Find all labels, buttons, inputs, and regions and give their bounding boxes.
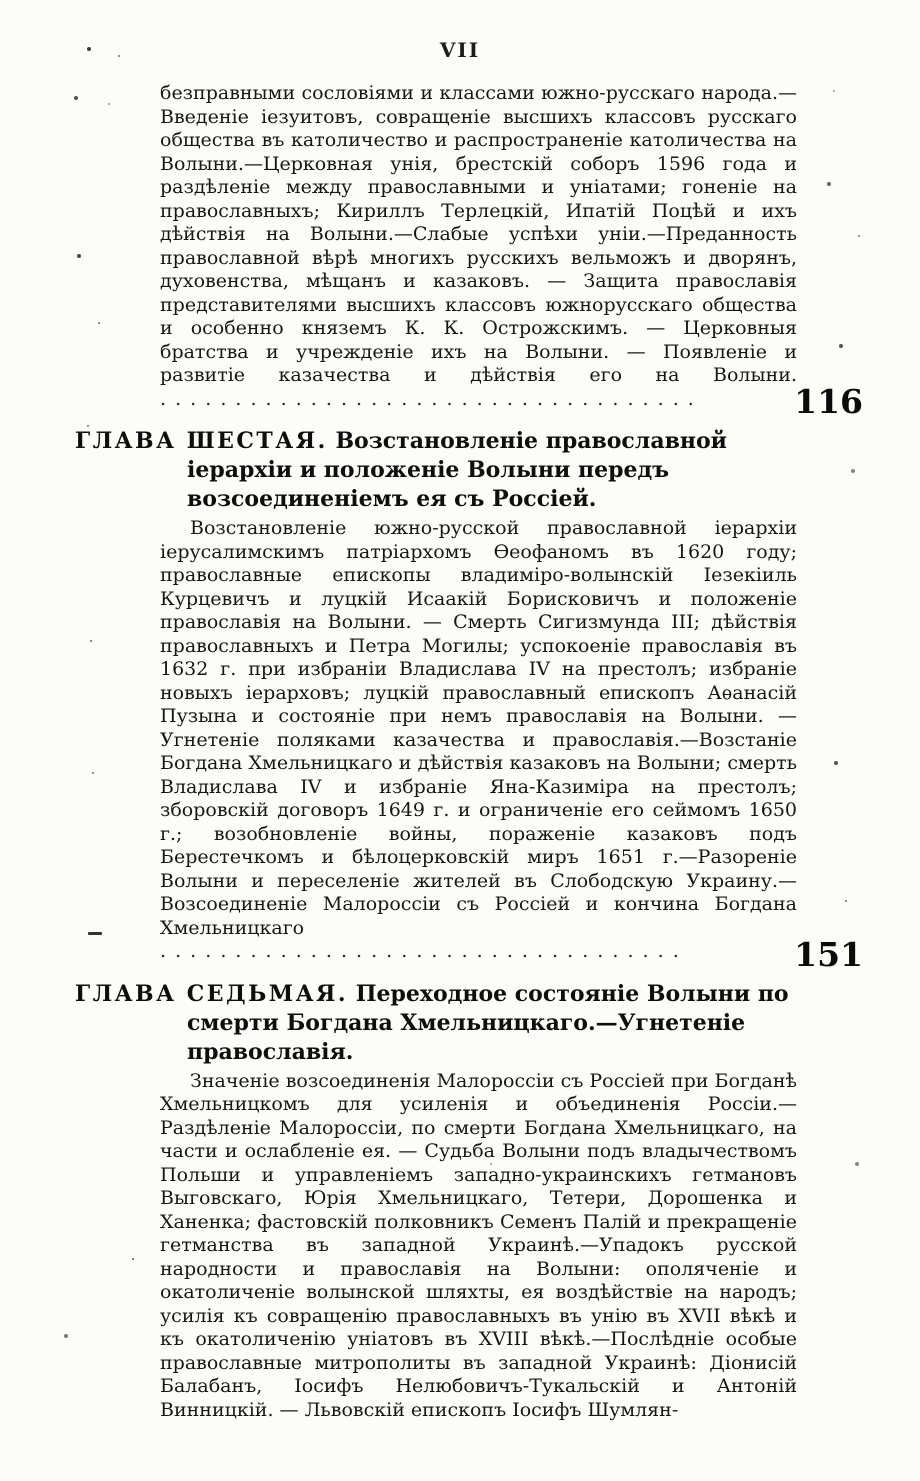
chapter-6-label: ГЛАВА ШЕСТАЯ. (75, 428, 328, 454)
chapter-7-summary (160, 1070, 797, 1423)
chapter-6-title: Возстановленіе православной іерархіи и положеніе Волыни передъ возсоединеніемъ ея съ Россіей. (187, 428, 727, 512)
chapter-7-label: ГЛАВА СЕДЬМАЯ. (75, 980, 349, 1007)
toc-entry-continuation (160, 82, 863, 421)
dot-leader: . . . . . . . . . . . . . . . . . . . . . . . . . . . . . . . . . . . (160, 940, 681, 962)
page-number-header: VII (439, 38, 481, 62)
scan-noise-specks (0, 0, 2, 2)
chapter-7-title: Переходное состояніе Волыни по смерти Богдана Хмельницкаго.—Угнетеніе православія. (187, 980, 789, 1065)
page-number-151: 151 (794, 934, 863, 974)
chapter-7-heading (75, 980, 797, 1067)
chapter-6-summary-text: Возстановленіе южно-русской православной іерархіи іерусалимскимъ патріархомъ Ѳеофаномъ въ 1620 году; православные епископы владиміро-волынскій Іезекіиль Курцевичъ и луцкій Исаакій Борисковичъ и положеніе православія на Волыни. — Смерть Сигизмунда III; дѣйствія православныхъ и Петра Могилы; успокоеніе православія въ 1632 г. при избраніи Владислава IV на престолъ; избраніе новыхъ іерарховъ; луцкій православный епископъ Аѳанасій Пузына и состояніе при немъ православія на Волыни. — Угнетеніе поляками казачества и православія.—Возстаніе Богдана Хмельницкаго и дѣйствія казаковъ на Волыни; смерть Владислава IV и избраніе Яна-Казиміра на престолъ; зборовскій договоръ 1649 г. и ограниченіе его сеймомъ 1650 г.; возобновленіе войны, пораженіе казаковъ подъ Берестечкомъ и бѣлоцерковскій миръ 1651 г.—Разореніе Волыни и переселеніе жителей въ Слободскую Украину.—Возсоединеніе Малороссіи съ Россіей и кончина Богдана Хмельницкаго (160, 517, 797, 939)
chapter-7-summary-text: Значеніе возсоединенія Малороссіи съ Россіей при Богданѣ Хмельницкомъ для усиленія и объединенія Россіи.—Раздѣленіе Малороссіи, по смерти Богдана Хмельницкаго, на части и ослабленіе ея. — Судьба Волыни подъ владычествомъ Польши и управленіемъ западно-украинскихъ гетмановъ Выговскаго, Юрія Хмельницкаго, Тетери, Дорошенка и Ханенка; фастовскій полковникъ Семенъ Палій и прекращеніе гетманства въ западной Украинѣ.—Упадокъ русской народности и православія на Волыни: ополяченіе и окатоличеніе волынской шляхты, ея воздѣйствіе на народъ; усилія къ совращенію православныхъ въ унію въ XVII вѣкѣ и къ окатоличенію уніатовъ въ XVIII вѣкѣ.—Послѣдніе особые православные митрополиты въ западной Украинѣ: Діонисій Балабанъ, Іосифъ Нелюбовичъ-Тукальскій и Антоній Винницкій. — Львовскій епископъ Іосифъ Шумлян- (160, 1069, 797, 1421)
chapter-6-summary (160, 517, 863, 974)
table-of-contents (75, 82, 863, 1422)
chapter-6-heading (75, 427, 797, 514)
dot-leader: . . . . . . . . . . . . . . . . . . . . . . . . . . . . . . . . . . . . (160, 387, 696, 410)
page-number-116: 116 (794, 382, 863, 421)
toc-entry-continuation-text: безправными сословіями и классами южно-русскаго народа.—Введеніе іезуитовъ, совращеніе высшихъ классовъ русскаго общества въ католичество и распространеніе католичества на Волыни.—Церковная унія, брестскій соборъ 1596 года и раздѣленіе между православными и уніатами; гоненіе на православныхъ; Кириллъ Терлецкій, Ипатій Поцѣй и ихъ дѣйствія на Волыни.—Слабые успѣхи уніи.—Преданность православной вѣрѣ многихъ русскихъ вельможъ и дворянъ, духовенства, мѣщанъ и казаковъ. — Защита православія представителями высшихъ классовъ южнорусскаго общества и особенно княземъ К. К. Острожскимъ. — Церковныя братства и учрежденіе ихъ на Волыни. — Появленіе и развитіе казачества и дѣйствія его на Волыни. (160, 82, 797, 386)
